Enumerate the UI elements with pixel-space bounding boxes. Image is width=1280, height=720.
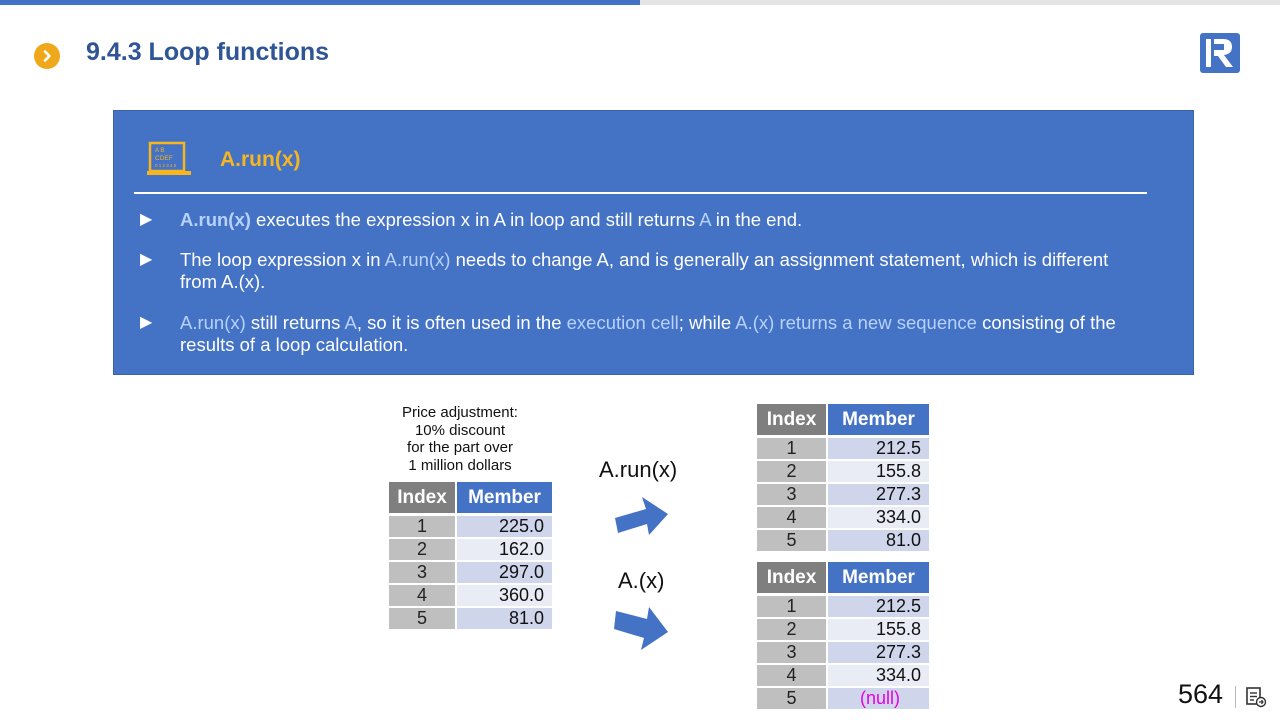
bullet-segment: A.run(x) xyxy=(180,209,251,230)
bullet-segment: A.run(x) xyxy=(384,249,451,270)
index-cell: 5 xyxy=(757,688,828,711)
bullet-segment: The loop expression x in xyxy=(180,249,385,270)
member-cell: 212.5 xyxy=(828,438,929,461)
index-cell: 1 xyxy=(389,516,457,539)
index-header: Index xyxy=(389,482,457,516)
table-row xyxy=(757,688,929,711)
member-cell: 162.0 xyxy=(457,539,552,562)
raqsoft-logo-icon xyxy=(1199,32,1241,74)
table-row xyxy=(389,562,552,585)
member-cell: 334.0 xyxy=(828,665,929,688)
member-cell: 360.0 xyxy=(457,585,552,608)
member-cell: 81.0 xyxy=(828,530,929,553)
panel-heading: A.run(x) xyxy=(220,148,301,171)
index-cell: 2 xyxy=(757,619,828,642)
table-row xyxy=(757,530,929,553)
bullet-segment: consisting of the results of a loop calculation. xyxy=(180,312,1116,355)
index-cell: 3 xyxy=(757,642,828,665)
index-cell: 3 xyxy=(757,484,828,507)
source-sequence-table xyxy=(389,482,552,631)
member-cell: 297.0 xyxy=(457,562,552,585)
spreadsheet-board-icon xyxy=(147,141,191,177)
arrow-right-icon xyxy=(613,605,671,653)
bullet-segment: , so it is often used in the xyxy=(356,312,567,333)
table-row xyxy=(757,619,929,642)
bullet-text xyxy=(180,312,1150,356)
page-number: 564 xyxy=(1178,679,1224,709)
index-cell: 1 xyxy=(757,438,828,461)
index-cell: 4 xyxy=(757,507,828,530)
member-header: Member xyxy=(457,482,552,516)
page-title: 9.4.3 Loop functions xyxy=(86,38,330,66)
index-cell: 2 xyxy=(757,461,828,484)
table-row xyxy=(757,461,929,484)
svg-text:CDEF: CDEF xyxy=(155,155,173,162)
table-row xyxy=(757,596,929,619)
bullet-segment: execution cell xyxy=(566,312,679,333)
dot-result-table xyxy=(757,562,929,711)
index-cell: 2 xyxy=(389,539,457,562)
bullet-segment: A xyxy=(699,209,711,230)
bullet-segment: A.(x) returns a new sequence xyxy=(735,312,977,333)
run-arrow-label: A.run(x) xyxy=(599,457,678,482)
bullet-text xyxy=(180,249,1150,293)
section-chevron-button[interactable] xyxy=(34,43,60,69)
table-row xyxy=(389,539,552,562)
bullet-segment: A xyxy=(344,312,357,333)
bullet-segment: still returns xyxy=(245,312,345,333)
table-row xyxy=(757,438,929,461)
index-cell: 1 xyxy=(757,596,828,619)
member-cell: 155.8 xyxy=(828,619,929,642)
index-cell: 3 xyxy=(389,562,457,585)
dot-arrow-label: A.(x) xyxy=(618,568,665,593)
slide-progress-fill xyxy=(0,0,640,5)
index-cell: 5 xyxy=(757,530,828,553)
index-header: Index xyxy=(757,404,828,438)
bullet-text xyxy=(180,209,1150,231)
table-row xyxy=(757,665,929,688)
bullet-segment: needs to change A, and is generally an assignment statement, which is different from A.(x). xyxy=(180,249,1109,292)
index-header: Index xyxy=(757,562,828,596)
member-header: Member xyxy=(828,562,929,596)
member-cell: 225.0 xyxy=(457,516,552,539)
member-cell: (null) xyxy=(828,688,929,711)
member-cell: 334.0 xyxy=(828,507,929,530)
slide-progress-track xyxy=(0,0,1280,5)
bullet-segment: in the end. xyxy=(710,209,803,230)
table-row xyxy=(757,484,929,507)
triangle-bullet-icon: ▶ xyxy=(140,211,153,228)
member-cell: 277.3 xyxy=(828,484,929,507)
bullet-segment: executes the expression x in A in loop and still returns xyxy=(250,209,700,230)
table-row xyxy=(389,585,552,608)
svg-text:0 1 2 3 4 5: 0 1 2 3 4 5 xyxy=(155,163,177,168)
triangle-bullet-icon: ▶ xyxy=(140,251,153,268)
run-result-table xyxy=(757,404,929,553)
notes-icon[interactable] xyxy=(1245,686,1267,708)
price-adjustment-note: Price adjustment: 10% discount for the part over 1 million dollars xyxy=(402,404,518,474)
bullet-segment: A.run(x) xyxy=(180,312,246,333)
table-row xyxy=(389,608,552,631)
member-cell: 155.8 xyxy=(828,461,929,484)
index-cell: 5 xyxy=(389,608,457,631)
panel-divider xyxy=(134,192,1147,194)
svg-text:A B: A B xyxy=(155,148,165,154)
member-cell: 277.3 xyxy=(828,642,929,665)
arrow-right-icon xyxy=(613,492,671,538)
member-cell: 81.0 xyxy=(457,608,552,631)
footer-divider xyxy=(1235,686,1236,708)
table-row xyxy=(389,516,552,539)
triangle-bullet-icon: ▶ xyxy=(140,314,153,331)
table-row xyxy=(757,507,929,530)
info-panel xyxy=(113,110,1194,375)
index-cell: 4 xyxy=(757,665,828,688)
member-cell: 212.5 xyxy=(828,596,929,619)
index-cell: 4 xyxy=(389,585,457,608)
table-row xyxy=(757,642,929,665)
member-header: Member xyxy=(828,404,929,438)
chevron-right-icon xyxy=(40,49,54,63)
bullet-segment: ; while xyxy=(678,312,736,333)
